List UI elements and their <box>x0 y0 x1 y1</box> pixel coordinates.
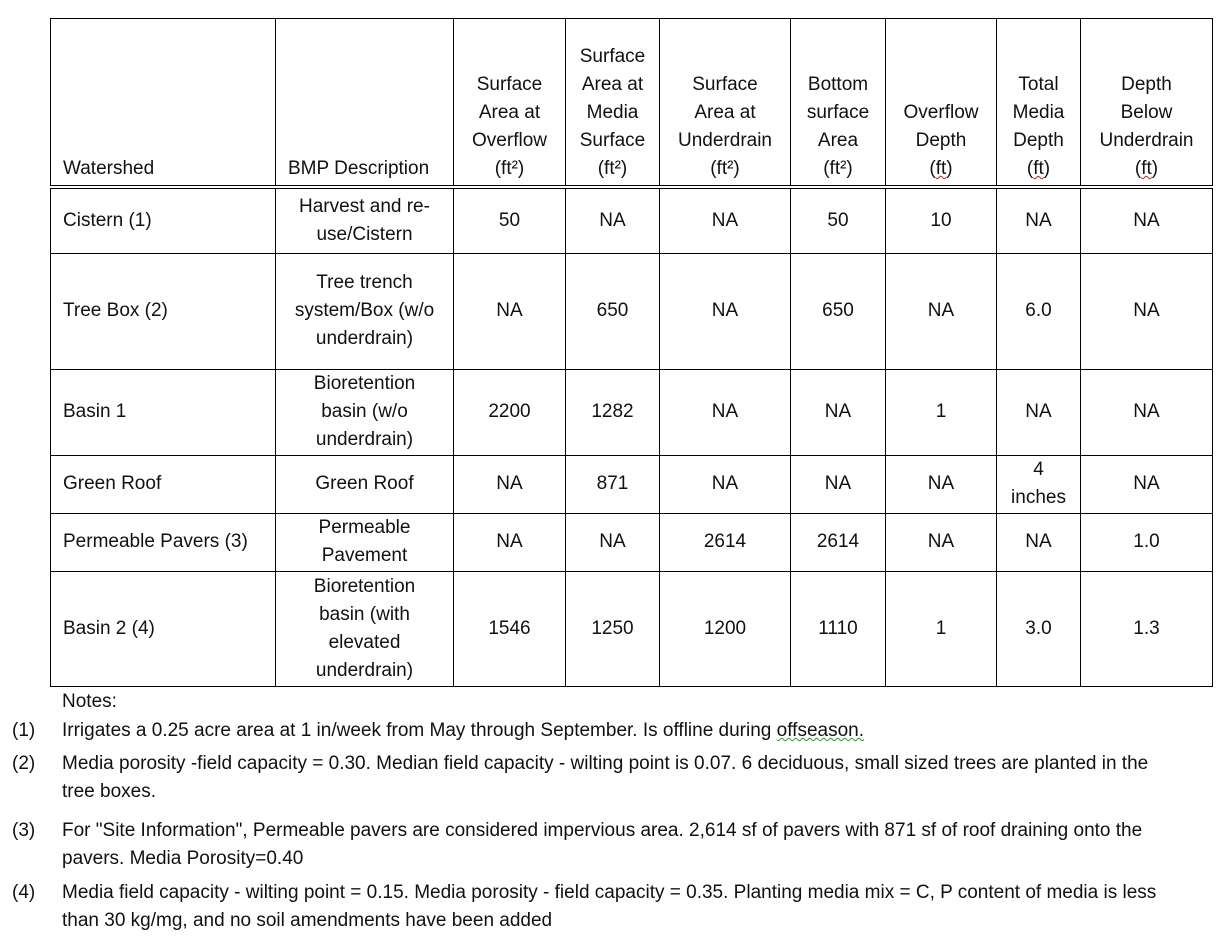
header-unit: (ft) <box>1026 158 1051 179</box>
cell-depth-below-underdrain: NA <box>1081 253 1213 369</box>
unit-ft: ft <box>1033 158 1044 179</box>
cell-total-media-depth: NA <box>997 369 1081 455</box>
header-watershed: Watershed <box>51 19 276 188</box>
cell-sa-underdrain: NA <box>660 187 791 253</box>
header-unit: (ft²) <box>823 158 853 179</box>
note-number: (2) <box>12 753 36 774</box>
cell-depth-below-underdrain: NA <box>1081 187 1213 253</box>
cell-total-media-depth: 4 inches <box>997 455 1081 513</box>
header-surface-area-overflow <box>454 19 566 188</box>
cell-overflow-depth: NA <box>886 253 997 369</box>
cell-bottom-area: NA <box>791 369 886 455</box>
note-text: Media porosity -field capacity = 0.30. Median field capacity - wilting point is 0.07. 6 deciduous, small sized trees are planted in the tree boxes. <box>62 753 1149 802</box>
cell-sa-underdrain: NA <box>660 455 791 513</box>
cell-bmp-description: Permeable Pavement <box>276 513 454 571</box>
cell-bmp-description: Green Roof <box>276 455 454 513</box>
cell-bottom-area: 50 <box>791 187 886 253</box>
cell-total-media-depth: NA <box>997 187 1081 253</box>
cell-watershed: Tree Box (2) <box>51 253 276 369</box>
header-unit: (ft²) <box>710 158 740 179</box>
cell-sa-overflow: NA <box>454 513 566 571</box>
cell-watershed: Permeable Pavers (3) <box>51 513 276 571</box>
cell-sa-media: 871 <box>566 455 660 513</box>
cell-sa-media: 1282 <box>566 369 660 455</box>
cell-bmp-description: Bioretention basin (with elevated underdrain) <box>276 571 454 686</box>
table-row <box>51 571 1213 686</box>
unit-ft: ft <box>935 158 947 179</box>
header-label: Surface Area at Media Surface <box>579 46 646 151</box>
table-row <box>51 369 1213 455</box>
table-row <box>51 455 1213 513</box>
cell-sa-underdrain: NA <box>660 253 791 369</box>
cell-total-media-depth: NA <box>997 513 1081 571</box>
cell-depth-below-underdrain: 1.3 <box>1081 571 1213 686</box>
note-number: (3) <box>12 820 36 841</box>
table-header-row <box>51 19 1213 188</box>
note-number: (4) <box>12 882 36 903</box>
note-text-underlined: offseason. <box>776 720 864 741</box>
cell-bmp-description: Bioretention basin (w/o underdrain) <box>276 369 454 455</box>
note-text: Media field capacity - wilting point = 0.15. Media porosity - field capacity = 0.35. Planting media mix = C, P content of media is less than 30 kg/mg, and no soil amendments have been added <box>62 882 1157 931</box>
note-number: (1) <box>12 720 36 741</box>
cell-bottom-area: 650 <box>791 253 886 369</box>
cell-sa-overflow: NA <box>454 253 566 369</box>
cell-sa-overflow: 50 <box>454 187 566 253</box>
cell-bmp-description: Tree trench system/Box (w/o underdrain) <box>276 253 454 369</box>
header-overflow-depth <box>886 19 997 188</box>
header-bottom-surface-area <box>791 19 886 188</box>
header-label: Bottom surface Area <box>806 74 870 151</box>
cell-watershed: Cistern (1) <box>51 187 276 253</box>
cell-sa-media: 650 <box>566 253 660 369</box>
cell-total-media-depth: 6.0 <box>997 253 1081 369</box>
cell-depth-below-underdrain: NA <box>1081 369 1213 455</box>
cell-bmp-description: Harvest and re-use/Cistern <box>276 187 454 253</box>
note-text <box>62 717 1182 745</box>
cell-overflow-depth: 1 <box>886 571 997 686</box>
cell-depth-below-underdrain: 1.0 <box>1081 513 1213 571</box>
header-label: Surface Area at Underdrain <box>678 74 772 151</box>
cell-bottom-area: 2614 <box>791 513 886 571</box>
cell-sa-overflow: NA <box>454 455 566 513</box>
cell-overflow-depth: 1 <box>886 369 997 455</box>
cell-sa-overflow: 2200 <box>454 369 566 455</box>
cell-sa-media: NA <box>566 513 660 571</box>
note-text: For "Site Information", Permeable pavers are considered impervious area. 2,614 sf of pavers with 871 sf of roof draining onto the pavers. Media Porosity=0.40 <box>62 820 1143 869</box>
unit-ft: ft <box>1141 158 1152 179</box>
header-unit: (ft) <box>929 158 953 179</box>
note-text-main: Irrigates a 0.25 acre area at 1 in/week from May through September. Is offline during <box>62 720 777 741</box>
table-row <box>51 513 1213 571</box>
cell-sa-underdrain: 1200 <box>660 571 791 686</box>
cell-sa-underdrain: 2614 <box>660 513 791 571</box>
cell-depth-below-underdrain: NA <box>1081 455 1213 513</box>
header-unit: (ft²) <box>597 158 628 179</box>
notes-title: Notes: <box>62 691 117 712</box>
header-depth-below-underdrain <box>1081 19 1213 188</box>
header-label: Overflow Depth <box>903 102 979 151</box>
header-unit: (ft²) <box>494 158 525 179</box>
header-label: Depth Below Underdrain <box>1099 74 1194 151</box>
cell-sa-overflow: 1546 <box>454 571 566 686</box>
table-row <box>51 187 1213 253</box>
table-row <box>51 253 1213 369</box>
header-surface-area-media <box>566 19 660 188</box>
cell-sa-media: NA <box>566 187 660 253</box>
cell-total-media-depth: 3.0 <box>997 571 1081 686</box>
header-unit: (ft) <box>1134 158 1159 179</box>
cell-overflow-depth: NA <box>886 513 997 571</box>
header-surface-area-underdrain <box>660 19 791 188</box>
bmp-summary-table <box>50 18 1213 687</box>
cell-watershed: Basin 1 <box>51 369 276 455</box>
header-label: Total Media Depth <box>1012 74 1065 151</box>
cell-overflow-depth: 10 <box>886 187 997 253</box>
header-bmp-description: BMP Description <box>276 19 454 188</box>
header-label: Surface Area at Overflow <box>472 74 547 151</box>
cell-sa-underdrain: NA <box>660 369 791 455</box>
header-total-media-depth <box>997 19 1081 188</box>
cell-watershed: Basin 2 (4) <box>51 571 276 686</box>
cell-watershed: Green Roof <box>51 455 276 513</box>
cell-bottom-area: NA <box>791 455 886 513</box>
cell-bottom-area: 1110 <box>791 571 886 686</box>
cell-overflow-depth: NA <box>886 455 997 513</box>
cell-sa-media: 1250 <box>566 571 660 686</box>
